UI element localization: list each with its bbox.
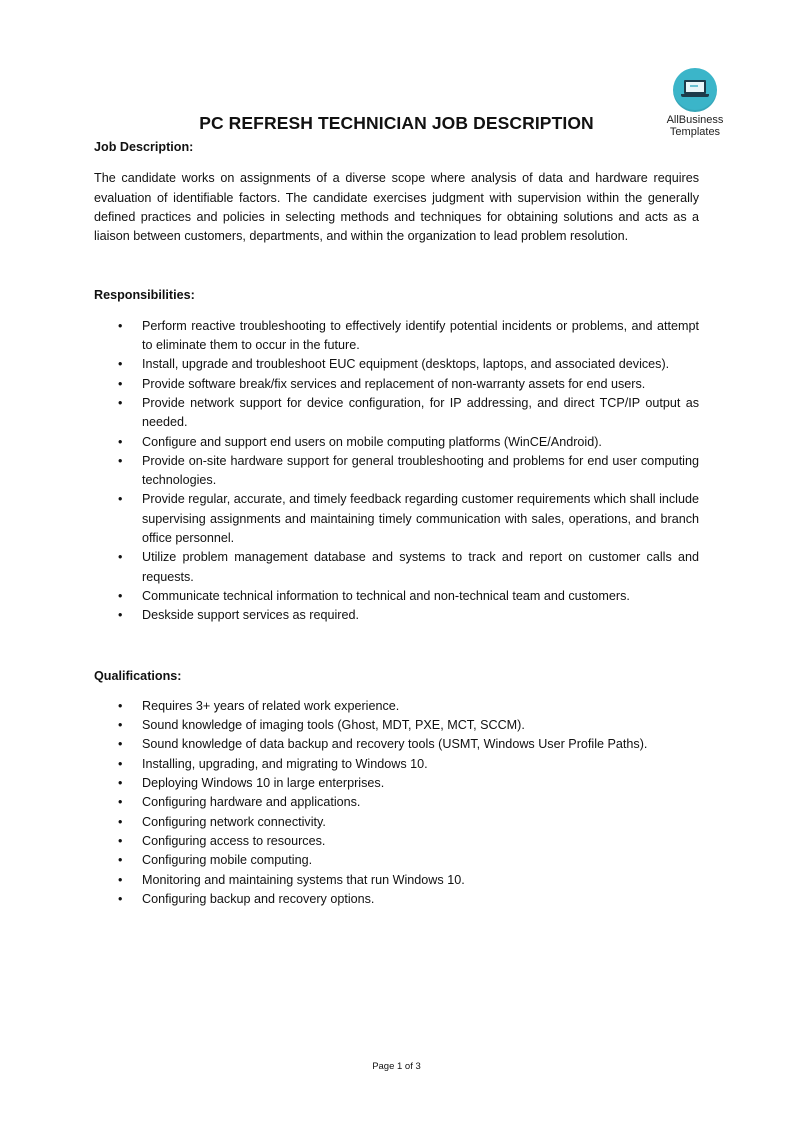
job-description-text: The candidate works on assignments of a diverse scope where analysis of data and hardware requires evaluation of identifiable factors. The candidate exercises judgment with supervision within the generally defined practices and policies in selecting methods and techniques for obtaining solutions and acts as a liaison between customers, departments, and within the organization to lead problem resolution. bbox=[94, 171, 699, 244]
list-item: • Provide software break/fix services and replacement of non-warranty assets for end users. bbox=[94, 375, 699, 394]
bullet-icon: • bbox=[118, 853, 123, 868]
bullet-icon: • bbox=[118, 608, 123, 623]
list-item: • Communicate technical information to technical and non-technical team and customers. bbox=[94, 587, 699, 606]
job-description-heading: Job Description: bbox=[94, 140, 194, 154]
list-item: • Installing, upgrading, and migrating to Windows 10. bbox=[94, 755, 699, 774]
list-item: • Provide on-site hardware support for general troubleshooting and problems for end user computing technologies. bbox=[118, 453, 699, 488]
bullet-icon: • bbox=[118, 795, 123, 810]
bullet-icon: • bbox=[118, 434, 123, 449]
bullet-icon: • bbox=[118, 395, 123, 410]
bullet-icon: • bbox=[118, 318, 123, 333]
list-item: • Perform reactive troubleshooting to effectively identify potential incidents or problems, and attempt to eliminate them to occur in the future. bbox=[118, 318, 699, 353]
list-item: • Configuring backup and recovery options. bbox=[94, 890, 699, 909]
list-item: • Requires 3+ years of related work experience. bbox=[94, 697, 699, 716]
bullet-icon: • bbox=[118, 698, 123, 713]
qualifications-list bbox=[94, 697, 699, 909]
list-item: • Configuring network connectivity. bbox=[94, 813, 699, 832]
list-item: • Utilize problem management database and systems to track and report on customer calls and requests. bbox=[118, 550, 699, 584]
bullet-icon: • bbox=[118, 453, 123, 468]
bullet-icon: • bbox=[118, 891, 123, 906]
document-body bbox=[94, 138, 699, 909]
list-item: • Sound knowledge of imaging tools (Ghost, MDT, PXE, MCT, SCCM). bbox=[94, 716, 699, 735]
page-title: PC REFRESH TECHNICIAN JOB DESCRIPTION bbox=[199, 113, 594, 133]
list-item: • Sound knowledge of data backup and recovery tools (USMT, Windows User Profile Paths). bbox=[94, 735, 699, 754]
bullet-icon: • bbox=[118, 756, 123, 771]
bullet-icon: • bbox=[118, 718, 123, 733]
bullet-icon: • bbox=[118, 776, 123, 791]
list-item: • Configuring hardware and applications. bbox=[94, 793, 699, 812]
logo-line-2: Templates bbox=[669, 126, 721, 138]
bullet-icon: • bbox=[118, 357, 123, 372]
laptop-icon bbox=[673, 68, 717, 112]
bullet-icon: • bbox=[118, 588, 123, 603]
bullet-icon: • bbox=[118, 737, 123, 752]
bullet-icon: • bbox=[118, 550, 123, 565]
list-item: • Deploying Windows 10 in large enterprises. bbox=[94, 774, 699, 793]
responsibilities-heading: Responsibilities: bbox=[94, 288, 195, 303]
list-item: • Provide network support for device configuration, for IP addressing, and direct TCP/IP output as needed. bbox=[118, 395, 699, 430]
list-item: • Monitoring and maintaining systems that run Windows 10. bbox=[94, 871, 699, 890]
qualifications-heading: Qualifications: bbox=[94, 668, 182, 683]
bullet-icon: • bbox=[118, 872, 123, 887]
bullet-icon: • bbox=[118, 376, 123, 391]
bullet-icon: • bbox=[118, 814, 123, 829]
bullet-icon: • bbox=[118, 492, 123, 507]
logo-line-1: AllBusiness bbox=[666, 114, 724, 126]
bullet-icon: • bbox=[118, 833, 123, 848]
list-item: • Configure and support end users on mobile computing platforms (WinCE/Android). bbox=[94, 433, 699, 452]
page-number: Page 1 of 3 bbox=[372, 1061, 421, 1072]
list-item: • Deskside support services as required. bbox=[94, 606, 699, 625]
list-item: • Install, upgrade and troubleshoot EUC equipment (desktops, laptops, and associated devices). bbox=[94, 355, 699, 374]
list-item: • Configuring mobile computing. bbox=[94, 851, 699, 870]
responsibilities-list bbox=[94, 317, 699, 626]
list-item: • Provide regular, accurate, and timely feedback regarding customer requirements which shall include supervising assignments and maintaining timely communication with sales, operations, and branch office personnel. bbox=[118, 492, 699, 546]
list-item: • Configuring access to resources. bbox=[94, 832, 699, 851]
